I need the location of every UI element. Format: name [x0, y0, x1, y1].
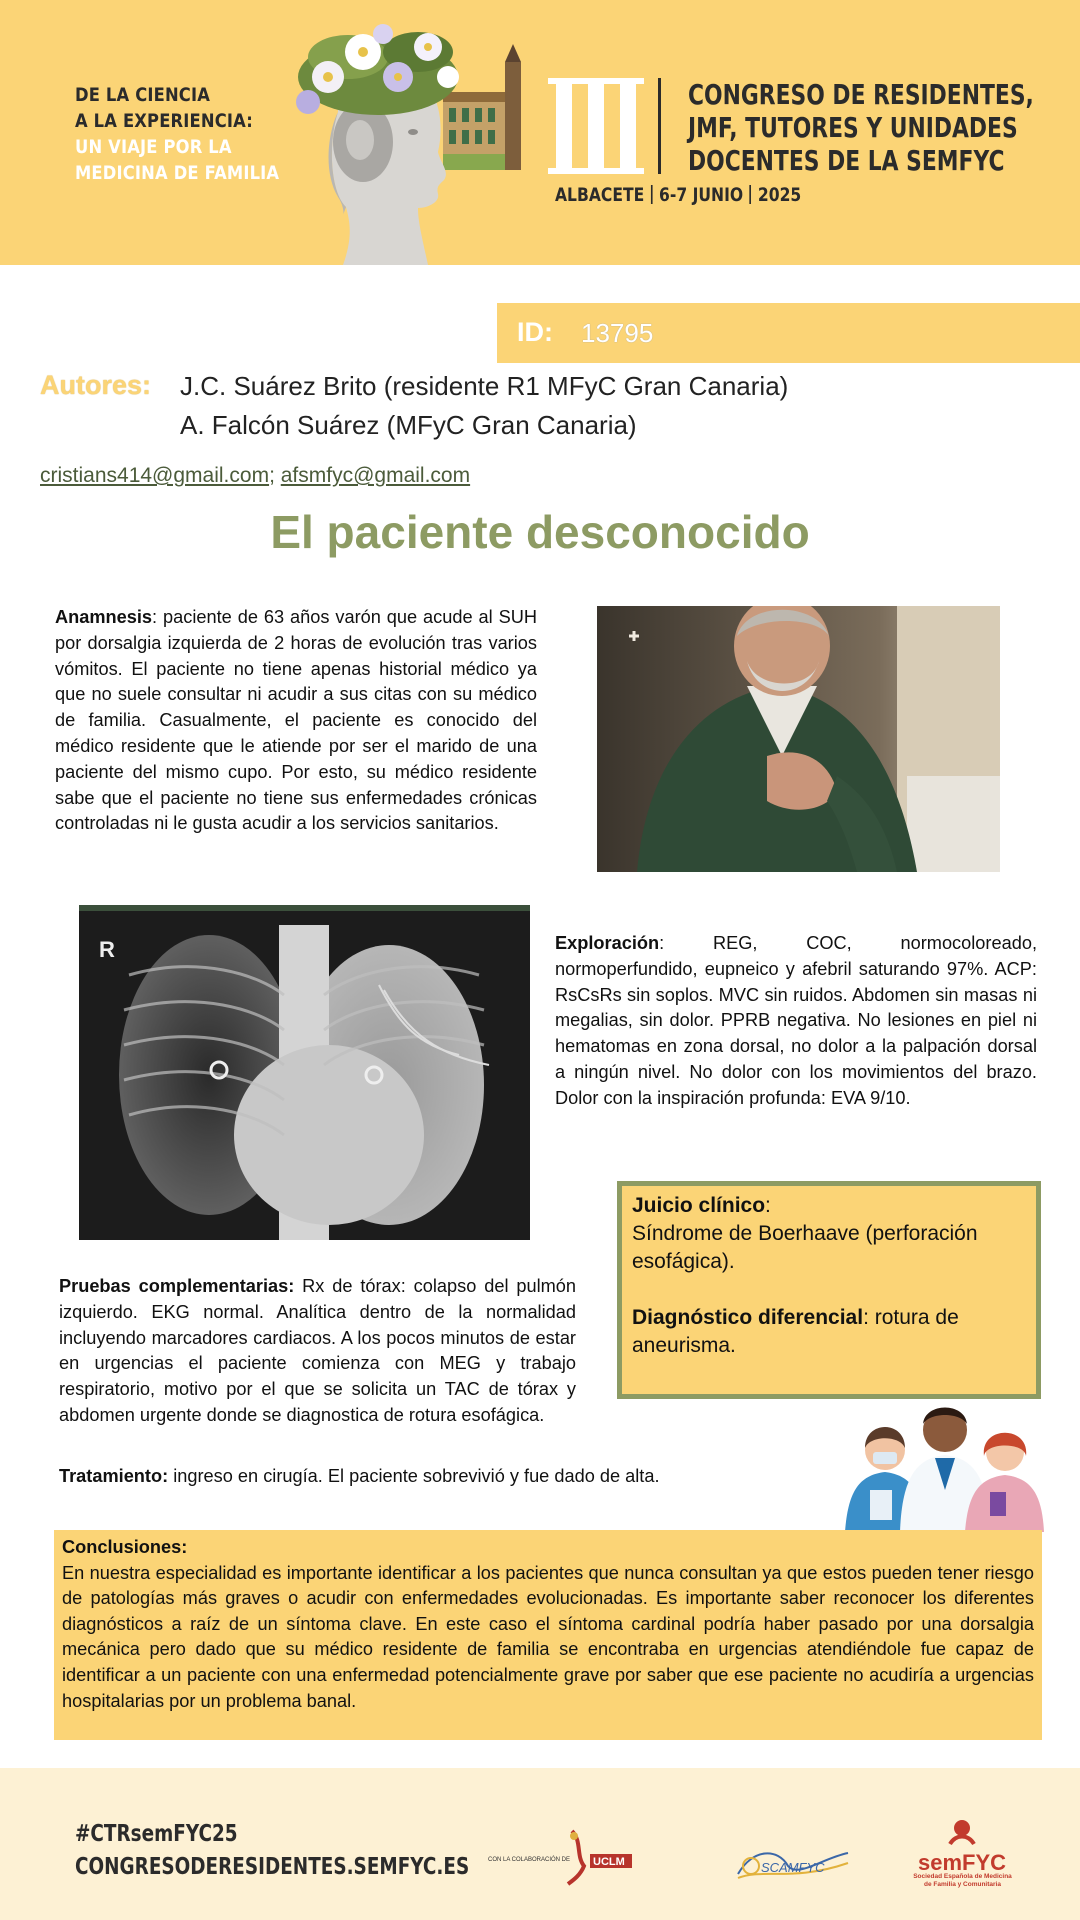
pruebas-paragraph — [59, 1274, 576, 1429]
semfyc-logo-text: semFYC — [917, 1850, 1007, 1875]
exploracion-label: Exploración — [555, 933, 660, 953]
chest-xray-image — [79, 905, 530, 1240]
email-link[interactable]: afsmfyc@gmail.com — [280, 464, 471, 487]
exploracion-paragraph — [555, 931, 1037, 1112]
uclm-logo-text: UCLM — [593, 1856, 625, 1868]
separator — [750, 185, 752, 204]
conclusions-box — [54, 1530, 1042, 1740]
poster-id-box — [497, 303, 1080, 363]
conclusions-label: Conclusiones: — [62, 1537, 188, 1557]
judgement-colon: : — [765, 1194, 771, 1217]
footer-hashtag-block — [75, 1818, 469, 1884]
pruebas-label: Pruebas complementarias: — [59, 1276, 295, 1296]
xray-side-marker: R — [99, 937, 115, 962]
tagline-line: UN VIAJE POR LA — [75, 136, 232, 158]
email-separator: ; — [269, 464, 275, 487]
judgement-label: Juicio clínico — [632, 1194, 766, 1217]
patient-chest-pain-photo — [597, 606, 1000, 872]
congress-header — [0, 0, 1080, 265]
email-link[interactable]: cristians414@gmail.com — [40, 464, 270, 487]
author-item: A. Falcón Suárez (MFyC Gran Canaria) — [180, 410, 637, 440]
tratamiento-paragraph — [59, 1464, 839, 1490]
differential-text: : rotura de aneurisma. — [632, 1306, 959, 1357]
statue-bust-illustration — [268, 22, 528, 265]
judgement-text: Síndrome de Boerhaave (perforación esofágica). — [632, 1222, 978, 1273]
clinical-judgement-box — [617, 1181, 1041, 1399]
footer-hashtag: #CTRsemFYC25 — [75, 1821, 238, 1847]
scamfyc-logo-text: SCAMFYC — [761, 1860, 825, 1875]
congress-title-line: DOCENTES DE LA SEMFYC — [688, 144, 1005, 177]
congress-city: ALBACETE — [555, 184, 645, 206]
tagline-line: DE LA CIENCIA — [75, 84, 211, 106]
anamnesis-paragraph — [55, 605, 537, 837]
congress-year: 2025 — [757, 184, 802, 206]
tratamiento-label: Tratamiento: — [59, 1466, 169, 1486]
author-item: J.C. Suárez Brito (residente R1 MFyC Gran Canaria) — [180, 371, 789, 401]
medical-team-illustration — [840, 1380, 1045, 1532]
poster-id-label: ID: — [517, 317, 553, 347]
congress-tagline — [75, 82, 279, 186]
semfyc-logo-subtitle: Sociedad Española de Medicina de Familia y Comunitaria — [913, 1873, 1012, 1888]
congress-location-dates — [555, 184, 808, 206]
anamnesis-text: : paciente de 63 años varón que acude al SUH por dorsalgia izquierda de 2 horas de evolución tras varios vómitos. El paciente no tiene apenas historial médico ya que no suele consultar ni acudir a sus citas con su médico de familia. Casualmente, el paciente es conocido del médico residente que le atiende por ser el marido de una paciente del mismo cupo. Por esto, su médico residente sabe que el paciente no tiene sus enfermedades crónicas controladas ni le gusta acudir a los servicios sanitarios. — [55, 607, 537, 834]
separator — [651, 185, 653, 204]
tagline-line: A LA EXPERIENCIA: — [75, 110, 253, 132]
congress-dates: 6-7 JUNIO — [659, 184, 744, 206]
congress-title-line: CONGRESO DE RESIDENTES, — [688, 78, 1034, 111]
tratamiento-text: ingreso en cirugía. El paciente sobrevivió y fue dado de alta. — [168, 1466, 660, 1486]
collaboration-label: CON LA COLABORACIÓN DE — [488, 1857, 571, 1863]
anamnesis-label: Anamnesis — [55, 607, 153, 627]
conclusions-text: En nuestra especialidad es importante identificar a los pacientes que nunca consultan ya que estos pueden tener riesgo de patologías más graves o acudir con enfermedades evolucionadas. Es importante saber reconocer los diferentes diagnósticos a raíz de un síntoma clave. En este caso el síntoma cardinal podría haber pasado por una dorsalgia mecánica pero dado que su médico residente de familia se encontraba en urgencias atendiéndole fue capaz de identificar a un paciente con una enfermedad potencialmente grave por saber que ese paciente no acudiría a urgencias hospitalarias por un problema banal. — [62, 1562, 1034, 1711]
author-emails — [40, 464, 470, 488]
tagline-line: MEDICINA DE FAMILIA — [75, 162, 280, 184]
differential-diagnosis — [632, 1304, 1026, 1360]
authors-label: Autores: — [40, 370, 152, 400]
poster-footer — [0, 1768, 1080, 1920]
uclm-logo — [562, 1826, 647, 1886]
poster-id-value: 13795 — [581, 318, 654, 348]
congress-title-line: JMF, TUTORES Y UNIDADES — [688, 111, 1018, 144]
footer-website[interactable]: CONGRESODERESIDENTES.SEMFYC.ES — [75, 1854, 470, 1880]
roman-numeral-three — [548, 78, 668, 174]
differential-label: Diagnóstico diferencial — [632, 1306, 864, 1329]
congress-title — [688, 78, 1034, 177]
spacer — [632, 1276, 1026, 1304]
scamfyc-logo — [733, 1838, 853, 1886]
exploracion-text: : REG, COC, normocoloreado, normoperfundido, eupneico y afebril saturando 97%. ACP: RsCsRs sin soplos. MVC sin ruidos. Abdomen sin masas ni megalias, sin dolor. PPRB negativa. No lesiones en piel ni hematomas en zona dorsal, no dolor a la palpación dorsal a ningún nivel. No dolor con los movimientos del brazo. Dolor con la inspiración profunda: EVA 9/10. — [555, 933, 1037, 1108]
semfyc-logo — [910, 1818, 1015, 1898]
poster-title: El paciente desconocido — [270, 506, 810, 558]
judgement-heading — [632, 1192, 1026, 1220]
pruebas-text: Rx de tórax: colapso del pulmón izquierdo. EKG normal. Analítica dentro de la normalidad incluyendo marcadores cardiacos. A los pocos minutos de estar en urgencias el paciente comienza con MEG y trabajo respiratorio, motivo por el que se solicita un TAC de tórax y abdomen urgente donde se diagnostica de rotura esofágica. — [59, 1276, 576, 1425]
